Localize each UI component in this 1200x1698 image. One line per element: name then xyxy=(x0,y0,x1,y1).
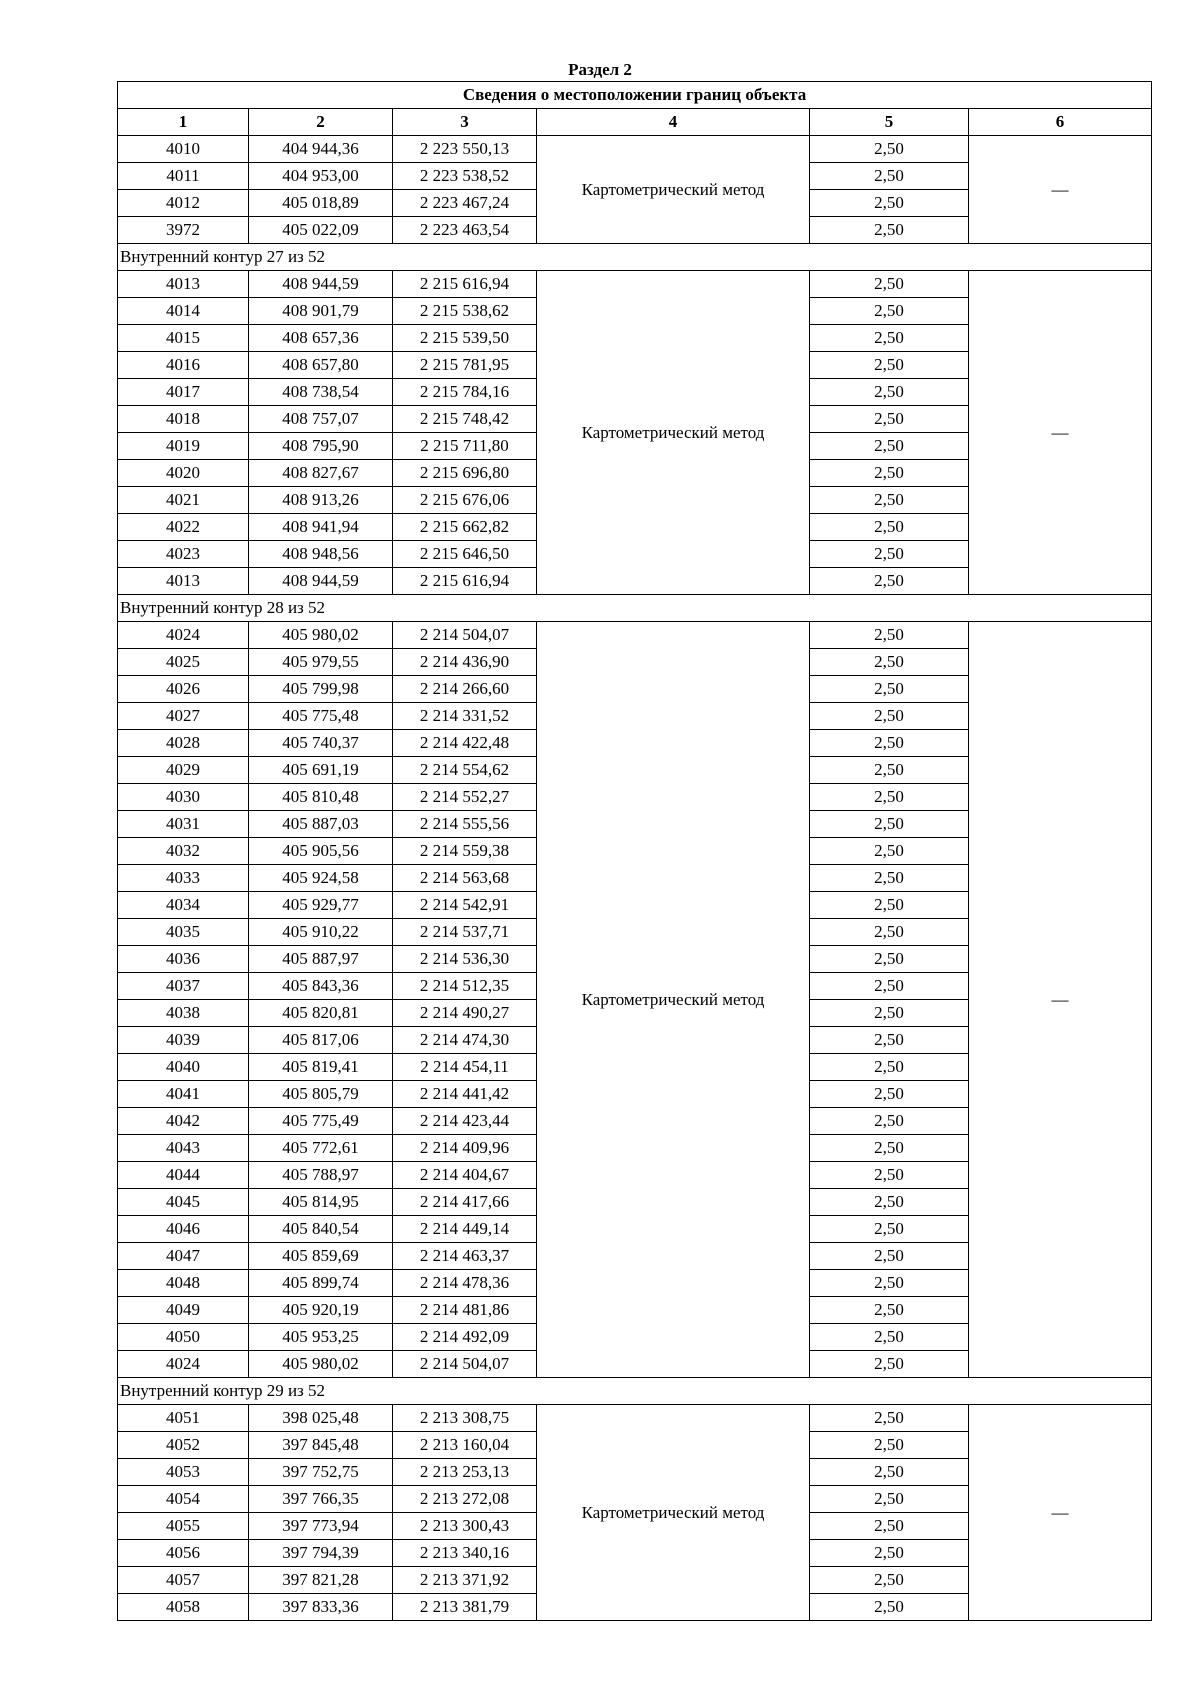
y-coordinate: 2 214 537,71 xyxy=(393,919,537,946)
point-number: 4028 xyxy=(118,730,249,757)
y-coordinate: 2 214 463,37 xyxy=(393,1243,537,1270)
x-coordinate: 405 775,49 xyxy=(249,1108,393,1135)
point-number: 4034 xyxy=(118,892,249,919)
precision-value: 2,50 xyxy=(810,1324,969,1351)
x-coordinate: 397 794,39 xyxy=(249,1540,393,1567)
contour-label: Внутренний контур 29 из 52 xyxy=(118,1378,1152,1405)
x-coordinate: 408 827,67 xyxy=(249,460,393,487)
table-title-row xyxy=(118,82,1152,109)
point-number: 4013 xyxy=(118,568,249,595)
y-coordinate: 2 213 253,13 xyxy=(393,1459,537,1486)
y-coordinate: 2 214 441,42 xyxy=(393,1081,537,1108)
precision-value: 2,50 xyxy=(810,946,969,973)
point-number: 4038 xyxy=(118,1000,249,1027)
contour-label: Внутренний контур 28 из 52 xyxy=(118,595,1152,622)
precision-value: 2,50 xyxy=(810,433,969,460)
precision-value: 2,50 xyxy=(810,460,969,487)
y-coordinate: 2 214 404,67 xyxy=(393,1162,537,1189)
precision-value: 2,50 xyxy=(810,1459,969,1486)
precision-value: 2,50 xyxy=(810,190,969,217)
point-number: 4036 xyxy=(118,946,249,973)
y-coordinate: 2 214 559,38 xyxy=(393,838,537,865)
y-coordinate: 2 213 300,43 xyxy=(393,1513,537,1540)
precision-value: 2,50 xyxy=(810,487,969,514)
precision-value: 2,50 xyxy=(810,379,969,406)
precision-value: 2,50 xyxy=(810,973,969,1000)
precision-value: 2,50 xyxy=(810,1351,969,1378)
point-number: 4053 xyxy=(118,1459,249,1486)
note-cell: — xyxy=(969,136,1152,244)
point-number: 4055 xyxy=(118,1513,249,1540)
point-number: 4022 xyxy=(118,514,249,541)
point-number: 4044 xyxy=(118,1162,249,1189)
contour-header-row xyxy=(118,1378,1152,1405)
point-number: 4032 xyxy=(118,838,249,865)
x-coordinate: 405 740,37 xyxy=(249,730,393,757)
x-coordinate: 405 887,03 xyxy=(249,811,393,838)
x-coordinate: 408 948,56 xyxy=(249,541,393,568)
y-coordinate: 2 215 781,95 xyxy=(393,352,537,379)
y-coordinate: 2 215 711,80 xyxy=(393,433,537,460)
y-coordinate: 2 214 563,68 xyxy=(393,865,537,892)
point-number: 4020 xyxy=(118,460,249,487)
x-coordinate: 405 805,79 xyxy=(249,1081,393,1108)
section-title: Раздел 2 xyxy=(568,60,632,79)
x-coordinate: 408 944,59 xyxy=(249,271,393,298)
y-coordinate: 2 214 409,96 xyxy=(393,1135,537,1162)
column-header: 1 xyxy=(118,109,249,136)
y-coordinate: 2 213 160,04 xyxy=(393,1432,537,1459)
x-coordinate: 405 799,98 xyxy=(249,676,393,703)
precision-value: 2,50 xyxy=(810,1297,969,1324)
x-coordinate: 408 944,59 xyxy=(249,568,393,595)
table-row xyxy=(118,1405,1152,1432)
boundary-table xyxy=(117,81,1152,1621)
note-cell: — xyxy=(969,1405,1152,1621)
x-coordinate: 405 819,41 xyxy=(249,1054,393,1081)
x-coordinate: 405 840,54 xyxy=(249,1216,393,1243)
x-coordinate: 408 941,94 xyxy=(249,514,393,541)
point-number: 4016 xyxy=(118,352,249,379)
y-coordinate: 2 215 539,50 xyxy=(393,325,537,352)
x-coordinate: 405 980,02 xyxy=(249,622,393,649)
y-coordinate: 2 215 676,06 xyxy=(393,487,537,514)
x-coordinate: 405 859,69 xyxy=(249,1243,393,1270)
precision-value: 2,50 xyxy=(810,1540,969,1567)
contour-label: Внутренний контур 27 из 52 xyxy=(118,244,1152,271)
method-cell: Картометрический метод xyxy=(537,1405,810,1621)
point-number: 4025 xyxy=(118,649,249,676)
precision-value: 2,50 xyxy=(810,163,969,190)
precision-value: 2,50 xyxy=(810,1108,969,1135)
precision-value: 2,50 xyxy=(810,325,969,352)
column-header: 2 xyxy=(249,109,393,136)
precision-value: 2,50 xyxy=(810,1270,969,1297)
point-number: 4037 xyxy=(118,973,249,1000)
precision-value: 2,50 xyxy=(810,568,969,595)
x-coordinate: 405 022,09 xyxy=(249,217,393,244)
y-coordinate: 2 214 422,48 xyxy=(393,730,537,757)
y-coordinate: 2 213 308,75 xyxy=(393,1405,537,1432)
y-coordinate: 2 213 340,16 xyxy=(393,1540,537,1567)
x-coordinate: 405 788,97 xyxy=(249,1162,393,1189)
precision-value: 2,50 xyxy=(810,1189,969,1216)
table-row xyxy=(118,136,1152,163)
point-number: 4023 xyxy=(118,541,249,568)
column-header: 3 xyxy=(393,109,537,136)
y-coordinate: 2 215 748,42 xyxy=(393,406,537,433)
point-number: 4045 xyxy=(118,1189,249,1216)
point-number: 4011 xyxy=(118,163,249,190)
x-coordinate: 398 025,48 xyxy=(249,1405,393,1432)
precision-value: 2,50 xyxy=(810,892,969,919)
point-number: 4040 xyxy=(118,1054,249,1081)
precision-value: 2,50 xyxy=(810,919,969,946)
x-coordinate: 405 899,74 xyxy=(249,1270,393,1297)
y-coordinate: 2 214 536,30 xyxy=(393,946,537,973)
x-coordinate: 404 944,36 xyxy=(249,136,393,163)
point-number: 4048 xyxy=(118,1270,249,1297)
precision-value: 2,50 xyxy=(810,406,969,433)
method-cell: Картометрический метод xyxy=(537,136,810,244)
precision-value: 2,50 xyxy=(810,730,969,757)
x-coordinate: 405 887,97 xyxy=(249,946,393,973)
y-coordinate: 2 214 474,30 xyxy=(393,1027,537,1054)
y-coordinate: 2 214 490,27 xyxy=(393,1000,537,1027)
precision-value: 2,50 xyxy=(810,1162,969,1189)
point-number: 4026 xyxy=(118,676,249,703)
x-coordinate: 405 843,36 xyxy=(249,973,393,1000)
y-coordinate: 2 214 417,66 xyxy=(393,1189,537,1216)
precision-value: 2,50 xyxy=(810,298,969,325)
precision-value: 2,50 xyxy=(810,1432,969,1459)
x-coordinate: 408 757,07 xyxy=(249,406,393,433)
y-coordinate: 2 214 555,56 xyxy=(393,811,537,838)
precision-value: 2,50 xyxy=(810,1027,969,1054)
point-number: 4021 xyxy=(118,487,249,514)
point-number: 4029 xyxy=(118,757,249,784)
x-coordinate: 408 913,26 xyxy=(249,487,393,514)
point-number: 4050 xyxy=(118,1324,249,1351)
point-number: 4039 xyxy=(118,1027,249,1054)
precision-value: 2,50 xyxy=(810,676,969,703)
precision-value: 2,50 xyxy=(810,784,969,811)
y-coordinate: 2 213 272,08 xyxy=(393,1486,537,1513)
x-coordinate: 405 691,19 xyxy=(249,757,393,784)
point-number: 4030 xyxy=(118,784,249,811)
point-number: 4018 xyxy=(118,406,249,433)
y-coordinate: 2 223 550,13 xyxy=(393,136,537,163)
x-coordinate: 405 980,02 xyxy=(249,1351,393,1378)
x-coordinate: 397 821,28 xyxy=(249,1567,393,1594)
method-cell: Картометрический метод xyxy=(537,271,810,595)
point-number: 4054 xyxy=(118,1486,249,1513)
point-number: 4024 xyxy=(118,622,249,649)
precision-value: 2,50 xyxy=(810,1135,969,1162)
column-header: 5 xyxy=(810,109,969,136)
note-cell: — xyxy=(969,622,1152,1378)
point-number: 4013 xyxy=(118,271,249,298)
precision-value: 2,50 xyxy=(810,514,969,541)
precision-value: 2,50 xyxy=(810,622,969,649)
point-number: 4058 xyxy=(118,1594,249,1621)
y-coordinate: 2 214 481,86 xyxy=(393,1297,537,1324)
precision-value: 2,50 xyxy=(810,757,969,784)
y-coordinate: 2 214 423,44 xyxy=(393,1108,537,1135)
x-coordinate: 405 910,22 xyxy=(249,919,393,946)
y-coordinate: 2 215 784,16 xyxy=(393,379,537,406)
point-number: 4046 xyxy=(118,1216,249,1243)
precision-value: 2,50 xyxy=(810,838,969,865)
precision-value: 2,50 xyxy=(810,1594,969,1621)
precision-value: 2,50 xyxy=(810,865,969,892)
precision-value: 2,50 xyxy=(810,811,969,838)
contour-header-row xyxy=(118,244,1152,271)
point-number: 3972 xyxy=(118,217,249,244)
y-coordinate: 2 215 662,82 xyxy=(393,514,537,541)
x-coordinate: 405 772,61 xyxy=(249,1135,393,1162)
y-coordinate: 2 214 504,07 xyxy=(393,1351,537,1378)
y-coordinate: 2 214 512,35 xyxy=(393,973,537,1000)
x-coordinate: 397 773,94 xyxy=(249,1513,393,1540)
x-coordinate: 397 845,48 xyxy=(249,1432,393,1459)
point-number: 4047 xyxy=(118,1243,249,1270)
x-coordinate: 405 979,55 xyxy=(249,649,393,676)
x-coordinate: 405 820,81 xyxy=(249,1000,393,1027)
y-coordinate: 2 215 616,94 xyxy=(393,568,537,595)
precision-value: 2,50 xyxy=(810,1567,969,1594)
precision-value: 2,50 xyxy=(810,1000,969,1027)
y-coordinate: 2 215 538,62 xyxy=(393,298,537,325)
contour-header-row xyxy=(118,595,1152,622)
precision-value: 2,50 xyxy=(810,271,969,298)
y-coordinate: 2 214 478,36 xyxy=(393,1270,537,1297)
x-coordinate: 397 833,36 xyxy=(249,1594,393,1621)
precision-value: 2,50 xyxy=(810,136,969,163)
point-number: 4015 xyxy=(118,325,249,352)
x-coordinate: 408 657,36 xyxy=(249,325,393,352)
x-coordinate: 408 795,90 xyxy=(249,433,393,460)
point-number: 4017 xyxy=(118,379,249,406)
point-number: 4024 xyxy=(118,1351,249,1378)
x-coordinate: 405 810,48 xyxy=(249,784,393,811)
column-header: 6 xyxy=(969,109,1152,136)
x-coordinate: 408 901,79 xyxy=(249,298,393,325)
point-number: 4052 xyxy=(118,1432,249,1459)
x-coordinate: 397 766,35 xyxy=(249,1486,393,1513)
x-coordinate: 405 929,77 xyxy=(249,892,393,919)
point-number: 4049 xyxy=(118,1297,249,1324)
x-coordinate: 405 905,56 xyxy=(249,838,393,865)
point-number: 4014 xyxy=(118,298,249,325)
point-number: 4019 xyxy=(118,433,249,460)
precision-value: 2,50 xyxy=(810,1486,969,1513)
y-coordinate: 2 213 371,92 xyxy=(393,1567,537,1594)
x-coordinate: 405 924,58 xyxy=(249,865,393,892)
column-header: 4 xyxy=(537,109,810,136)
y-coordinate: 2 214 492,09 xyxy=(393,1324,537,1351)
point-number: 4051 xyxy=(118,1405,249,1432)
precision-value: 2,50 xyxy=(810,541,969,568)
precision-value: 2,50 xyxy=(810,1513,969,1540)
x-coordinate: 397 752,75 xyxy=(249,1459,393,1486)
point-number: 4042 xyxy=(118,1108,249,1135)
y-coordinate: 2 214 542,91 xyxy=(393,892,537,919)
x-coordinate: 408 738,54 xyxy=(249,379,393,406)
x-coordinate: 405 775,48 xyxy=(249,703,393,730)
point-number: 4041 xyxy=(118,1081,249,1108)
y-coordinate: 2 214 449,14 xyxy=(393,1216,537,1243)
y-coordinate: 2 214 454,11 xyxy=(393,1054,537,1081)
table-row xyxy=(118,622,1152,649)
x-coordinate: 405 018,89 xyxy=(249,190,393,217)
precision-value: 2,50 xyxy=(810,703,969,730)
y-coordinate: 2 223 463,54 xyxy=(393,217,537,244)
x-coordinate: 405 817,06 xyxy=(249,1027,393,1054)
point-number: 4031 xyxy=(118,811,249,838)
point-number: 4035 xyxy=(118,919,249,946)
precision-value: 2,50 xyxy=(810,352,969,379)
point-number: 4043 xyxy=(118,1135,249,1162)
y-coordinate: 2 214 554,62 xyxy=(393,757,537,784)
precision-value: 2,50 xyxy=(810,1405,969,1432)
y-coordinate: 2 223 467,24 xyxy=(393,190,537,217)
y-coordinate: 2 223 538,52 xyxy=(393,163,537,190)
point-number: 4012 xyxy=(118,190,249,217)
y-coordinate: 2 213 381,79 xyxy=(393,1594,537,1621)
point-number: 4033 xyxy=(118,865,249,892)
y-coordinate: 2 214 266,60 xyxy=(393,676,537,703)
y-coordinate: 2 214 436,90 xyxy=(393,649,537,676)
point-number: 4010 xyxy=(118,136,249,163)
y-coordinate: 2 215 696,80 xyxy=(393,460,537,487)
table-row xyxy=(118,271,1152,298)
x-coordinate: 405 814,95 xyxy=(249,1189,393,1216)
point-number: 4027 xyxy=(118,703,249,730)
precision-value: 2,50 xyxy=(810,1216,969,1243)
x-coordinate: 405 953,25 xyxy=(249,1324,393,1351)
method-cell: Картометрический метод xyxy=(537,622,810,1378)
point-number: 4057 xyxy=(118,1567,249,1594)
y-coordinate: 2 215 646,50 xyxy=(393,541,537,568)
precision-value: 2,50 xyxy=(810,1081,969,1108)
x-coordinate: 404 953,00 xyxy=(249,163,393,190)
precision-value: 2,50 xyxy=(810,649,969,676)
y-coordinate: 2 214 504,07 xyxy=(393,622,537,649)
y-coordinate: 2 215 616,94 xyxy=(393,271,537,298)
x-coordinate: 408 657,80 xyxy=(249,352,393,379)
y-coordinate: 2 214 331,52 xyxy=(393,703,537,730)
note-cell: — xyxy=(969,271,1152,595)
x-coordinate: 405 920,19 xyxy=(249,1297,393,1324)
precision-value: 2,50 xyxy=(810,217,969,244)
table-title: Сведения о местоположении границ объекта xyxy=(118,82,1152,109)
point-number: 4056 xyxy=(118,1540,249,1567)
y-coordinate: 2 214 552,27 xyxy=(393,784,537,811)
column-header-row xyxy=(118,109,1152,136)
precision-value: 2,50 xyxy=(810,1054,969,1081)
precision-value: 2,50 xyxy=(810,1243,969,1270)
